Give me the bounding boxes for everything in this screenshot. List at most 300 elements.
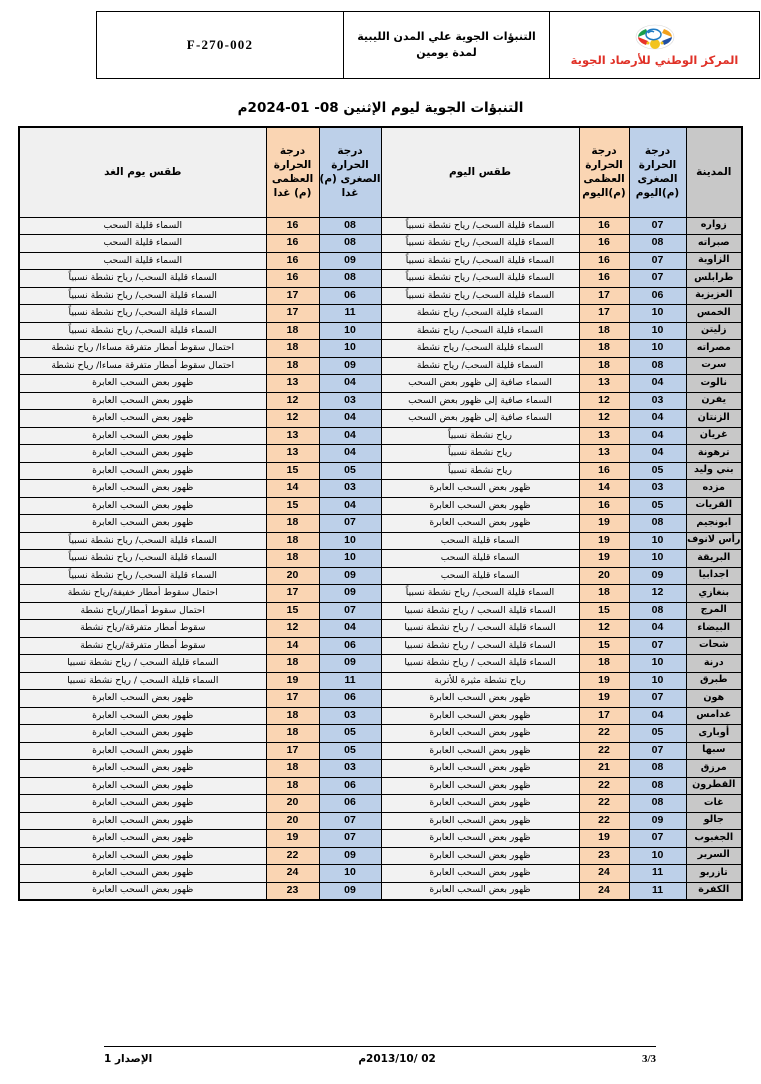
cell-min-tomorrow: 06 <box>319 287 381 305</box>
cell-weather-tomorrow: ظهور بعض السحب العابرة <box>19 515 266 533</box>
header-weather-today: طقس اليوم <box>381 127 579 217</box>
cell-max-today: 16 <box>579 252 629 270</box>
cell-city: زواره <box>686 217 742 235</box>
cell-max-tomorrow: 22 <box>266 847 319 865</box>
cell-min-tomorrow: 04 <box>319 620 381 638</box>
cell-max-tomorrow: 18 <box>266 550 319 568</box>
cell-weather-today: ظهور بعض السحب العابرة <box>381 795 579 813</box>
cell-min-today: 08 <box>629 777 686 795</box>
cell-min-today: 10 <box>629 847 686 865</box>
cell-max-tomorrow: 18 <box>266 760 319 778</box>
cell-weather-today: السماء قليلة السحب/ رياح نشطة نسبياً <box>381 270 579 288</box>
cell-city: غدامس <box>686 707 742 725</box>
cell-min-tomorrow: 09 <box>319 357 381 375</box>
cell-max-today: 16 <box>579 462 629 480</box>
page-footer <box>104 1046 656 1065</box>
cell-weather-tomorrow: ظهور بعض السحب العابرة <box>19 375 266 393</box>
cell-min-today: 08 <box>629 602 686 620</box>
cell-weather-tomorrow: ظهور بعض السحب العابرة <box>19 707 266 725</box>
cell-min-today: 08 <box>629 795 686 813</box>
masthead-title-cell <box>343 12 549 78</box>
table-row <box>19 340 742 358</box>
cell-max-today: 12 <box>579 392 629 410</box>
header-city: المدينة <box>686 127 742 217</box>
cell-weather-today: ظهور بعض السحب العابرة <box>381 847 579 865</box>
cell-max-tomorrow: 15 <box>266 462 319 480</box>
table-row <box>19 480 742 498</box>
cell-city: صبراته <box>686 235 742 253</box>
cell-city: بني وليد <box>686 462 742 480</box>
cell-weather-tomorrow: السماء قليلة السحب/ رياح نشطة نسبياً <box>19 550 266 568</box>
cell-min-tomorrow: 04 <box>319 497 381 515</box>
cell-max-today: 15 <box>579 637 629 655</box>
cell-max-today: 18 <box>579 322 629 340</box>
cell-max-tomorrow: 12 <box>266 620 319 638</box>
cell-min-today: 06 <box>629 287 686 305</box>
document-masthead <box>96 11 760 79</box>
cell-max-today: 24 <box>579 882 629 900</box>
cell-max-tomorrow: 17 <box>266 287 319 305</box>
cell-weather-today: السماء صافية إلى ظهور بعض السحب <box>381 410 579 428</box>
cell-weather-today: ظهور بعض السحب العابرة <box>381 707 579 725</box>
cell-min-today: 10 <box>629 655 686 673</box>
cell-city: مرزق <box>686 760 742 778</box>
cell-weather-tomorrow: ظهور بعض السحب العابرة <box>19 795 266 813</box>
cell-min-tomorrow: 09 <box>319 567 381 585</box>
cell-min-tomorrow: 10 <box>319 550 381 568</box>
cell-weather-tomorrow: السماء قليلة السحب/ رياح نشطة نسبياً <box>19 532 266 550</box>
cell-min-today: 11 <box>629 882 686 900</box>
cell-city: العزيزية <box>686 287 742 305</box>
cell-max-tomorrow: 20 <box>266 795 319 813</box>
cell-min-today: 04 <box>629 375 686 393</box>
cell-weather-today: السماء قليلة السحب/ رياح نشطة نسبياً <box>381 252 579 270</box>
cell-min-tomorrow: 08 <box>319 217 381 235</box>
table-row <box>19 515 742 533</box>
cell-min-today: 05 <box>629 462 686 480</box>
cell-min-today: 10 <box>629 532 686 550</box>
cell-max-tomorrow: 14 <box>266 480 319 498</box>
cell-weather-today: ظهور بعض السحب العابرة <box>381 830 579 848</box>
cell-city: سرت <box>686 357 742 375</box>
cell-max-tomorrow: 13 <box>266 427 319 445</box>
cell-max-today: 19 <box>579 672 629 690</box>
forecast-table <box>18 126 743 901</box>
cell-min-tomorrow: 08 <box>319 235 381 253</box>
cell-city: طبرق <box>686 672 742 690</box>
forecast-table-body <box>19 217 742 900</box>
cell-weather-today: السماء قليلة السحب <box>381 550 579 568</box>
cell-weather-today: ظهور بعض السحب العابرة <box>381 497 579 515</box>
cell-max-today: 22 <box>579 812 629 830</box>
table-row <box>19 410 742 428</box>
cell-max-today: 12 <box>579 620 629 638</box>
cell-min-today: 12 <box>629 585 686 603</box>
cell-weather-tomorrow: السماء قليلة السحب/ رياح نشطة نسبياً <box>19 270 266 288</box>
cell-min-today: 04 <box>629 620 686 638</box>
cell-max-tomorrow: 14 <box>266 637 319 655</box>
cell-min-today: 03 <box>629 392 686 410</box>
cell-min-today: 04 <box>629 410 686 428</box>
cell-max-tomorrow: 18 <box>266 532 319 550</box>
cell-weather-tomorrow: السماء قليلة السحب / رياح نشطة نسبيا <box>19 672 266 690</box>
cell-min-tomorrow: 07 <box>319 602 381 620</box>
cell-min-tomorrow: 09 <box>319 882 381 900</box>
cell-weather-tomorrow: احتمال سقوط أمطار متفرقة مساءا/ رياح نشطة <box>19 340 266 358</box>
table-row <box>19 585 742 603</box>
cell-min-today: 08 <box>629 235 686 253</box>
cell-city: البريقة <box>686 550 742 568</box>
table-row <box>19 672 742 690</box>
cell-weather-tomorrow: السماء قليلة السحب <box>19 217 266 235</box>
cell-city: الخمس <box>686 305 742 323</box>
cell-min-today: 10 <box>629 340 686 358</box>
cell-max-today: 17 <box>579 707 629 725</box>
cell-weather-today: ظهور بعض السحب العابرة <box>381 865 579 883</box>
cell-min-today: 07 <box>629 270 686 288</box>
cell-min-today: 05 <box>629 725 686 743</box>
table-row <box>19 357 742 375</box>
cell-min-today: 11 <box>629 865 686 883</box>
table-row <box>19 655 742 673</box>
cell-max-tomorrow: 15 <box>266 602 319 620</box>
table-row <box>19 725 742 743</box>
page-title: التنبؤات الجوية ليوم الإثنين 08- 01-2024م <box>237 100 524 116</box>
cell-weather-today: ظهور بعض السحب العابرة <box>381 690 579 708</box>
cell-city: المرج <box>686 602 742 620</box>
cell-max-today: 18 <box>579 585 629 603</box>
forecast-table-container <box>20 126 743 901</box>
cell-weather-tomorrow: السماء قليلة السحب/ رياح نشطة نسبياً <box>19 305 266 323</box>
cell-max-today: 16 <box>579 235 629 253</box>
cell-weather-tomorrow: ظهور بعض السحب العابرة <box>19 812 266 830</box>
cell-max-today: 19 <box>579 690 629 708</box>
cell-city: تازربو <box>686 865 742 883</box>
cell-max-today: 22 <box>579 725 629 743</box>
table-row <box>19 235 742 253</box>
cell-max-today: 17 <box>579 305 629 323</box>
cell-max-today: 22 <box>579 777 629 795</box>
cell-city: ابونجيم <box>686 515 742 533</box>
forecast-table-head <box>19 127 742 217</box>
cell-max-tomorrow: 18 <box>266 322 319 340</box>
cell-city: ترهونة <box>686 445 742 463</box>
cell-min-today: 07 <box>629 690 686 708</box>
cell-min-today: 05 <box>629 497 686 515</box>
cell-min-tomorrow: 06 <box>319 690 381 708</box>
cell-min-today: 08 <box>629 515 686 533</box>
cell-city: جالو <box>686 812 742 830</box>
table-row <box>19 637 742 655</box>
cell-min-today: 07 <box>629 830 686 848</box>
cell-weather-today: السماء قليلة السحب <box>381 567 579 585</box>
cell-city: بنغازي <box>686 585 742 603</box>
table-row <box>19 532 742 550</box>
cell-weather-tomorrow: ظهور بعض السحب العابرة <box>19 497 266 515</box>
table-row <box>19 882 742 900</box>
cell-city: البيضاء <box>686 620 742 638</box>
cell-weather-today: ظهور بعض السحب العابرة <box>381 515 579 533</box>
cell-weather-tomorrow: ظهور بعض السحب العابرة <box>19 777 266 795</box>
cell-max-today: 22 <box>579 742 629 760</box>
cell-min-tomorrow: 04 <box>319 375 381 393</box>
cell-max-today: 16 <box>579 270 629 288</box>
header-max-tomorrow: درجة الحرارة العظمى (م) غدا <box>266 127 319 217</box>
table-row <box>19 287 742 305</box>
table-row <box>19 620 742 638</box>
cell-city: اجدابيا <box>686 567 742 585</box>
cell-weather-today: ظهور بعض السحب العابرة <box>381 725 579 743</box>
cell-min-tomorrow: 09 <box>319 252 381 270</box>
table-row <box>19 497 742 515</box>
cell-min-tomorrow: 06 <box>319 795 381 813</box>
cell-min-tomorrow: 10 <box>319 340 381 358</box>
cell-city: درنة <box>686 655 742 673</box>
table-row <box>19 217 742 235</box>
cell-min-today: 03 <box>629 480 686 498</box>
cell-min-today: 04 <box>629 707 686 725</box>
cell-weather-today: السماء قليلة السحب <box>381 532 579 550</box>
cloud-sun-logo-icon <box>635 24 675 50</box>
cell-weather-tomorrow: احتمال سقوط أمطار خفيفة/رياح نشطة <box>19 585 266 603</box>
cell-weather-tomorrow: احتمال سقوط أمطار متفرقة مساءا/ رياح نشطة <box>19 357 266 375</box>
cell-city: الجغبوب <box>686 830 742 848</box>
cell-weather-tomorrow: ظهور بعض السحب العابرة <box>19 462 266 480</box>
cell-min-tomorrow: 05 <box>319 742 381 760</box>
cell-max-today: 14 <box>579 480 629 498</box>
masthead-code-cell <box>97 12 343 78</box>
cell-city: القطرون <box>686 777 742 795</box>
cell-max-today: 15 <box>579 602 629 620</box>
cell-min-tomorrow: 03 <box>319 760 381 778</box>
cell-weather-today: السماء قليلة السحب/ رياح نشطة نسبياً <box>381 235 579 253</box>
cell-weather-tomorrow: ظهور بعض السحب العابرة <box>19 690 266 708</box>
cell-max-tomorrow: 18 <box>266 777 319 795</box>
cell-weather-today: ظهور بعض السحب العابرة <box>381 812 579 830</box>
table-row <box>19 602 742 620</box>
cell-weather-tomorrow: ظهور بعض السحب العابرة <box>19 847 266 865</box>
cell-weather-today: السماء قليلة السحب / رياح نشطة نسبيا <box>381 620 579 638</box>
cell-weather-tomorrow: ظهور بعض السحب العابرة <box>19 725 266 743</box>
cell-weather-tomorrow: ظهور بعض السحب العابرة <box>19 392 266 410</box>
footer-revision: الإصدار 1 <box>104 1053 153 1065</box>
cell-city: أوبارى <box>686 725 742 743</box>
cell-city: مزده <box>686 480 742 498</box>
cell-max-today: 19 <box>579 515 629 533</box>
header-weather-tomorrow: طقس يوم الغد <box>19 127 266 217</box>
cell-weather-tomorrow: السماء قليلة السحب/ رياح نشطة نسبياً <box>19 567 266 585</box>
cell-min-tomorrow: 10 <box>319 532 381 550</box>
cell-weather-today: ظهور بعض السحب العابرة <box>381 742 579 760</box>
cell-max-today: 13 <box>579 445 629 463</box>
table-row <box>19 830 742 848</box>
document-form-code: F-270-002 <box>186 37 254 52</box>
cell-weather-today: ظهور بعض السحب العابرة <box>381 882 579 900</box>
cell-max-tomorrow: 16 <box>266 270 319 288</box>
cell-max-today: 13 <box>579 427 629 445</box>
cell-max-tomorrow: 16 <box>266 235 319 253</box>
table-header-row <box>19 127 742 217</box>
cell-max-today: 24 <box>579 865 629 883</box>
cell-max-tomorrow: 13 <box>266 445 319 463</box>
cell-weather-today: السماء قليلة السحب/ رياح نشطة <box>381 322 579 340</box>
footer-date: 02 /2013/10م <box>358 1053 436 1065</box>
cell-max-tomorrow: 17 <box>266 585 319 603</box>
cell-min-tomorrow: 10 <box>319 865 381 883</box>
cell-city: الزاوية <box>686 252 742 270</box>
cell-weather-today: السماء قليلة السحب/ رياح نشطة <box>381 340 579 358</box>
table-row <box>19 462 742 480</box>
cell-min-today: 10 <box>629 550 686 568</box>
cell-max-today: 19 <box>579 830 629 848</box>
table-row <box>19 322 742 340</box>
cell-weather-today: رياح نشطة نسبياً <box>381 462 579 480</box>
cell-min-today: 10 <box>629 672 686 690</box>
cell-weather-tomorrow: السماء قليلة السحب <box>19 235 266 253</box>
cell-weather-today: السماء قليلة السحب/ رياح نشطة نسبياً <box>381 287 579 305</box>
cell-min-tomorrow: 11 <box>319 305 381 323</box>
cell-min-tomorrow: 04 <box>319 410 381 428</box>
cell-weather-tomorrow: ظهور بعض السحب العابرة <box>19 742 266 760</box>
cell-weather-tomorrow: ظهور بعض السحب العابرة <box>19 830 266 848</box>
cell-max-tomorrow: 13 <box>266 375 319 393</box>
cell-weather-today: السماء صافية إلى ظهور بعض السحب <box>381 375 579 393</box>
cell-max-tomorrow: 18 <box>266 340 319 358</box>
cell-min-tomorrow: 06 <box>319 637 381 655</box>
cell-min-tomorrow: 07 <box>319 515 381 533</box>
cell-weather-tomorrow: سقوط أمطار متفرقة/رياح نشطة <box>19 637 266 655</box>
cell-city: طرابلس <box>686 270 742 288</box>
cell-max-today: 19 <box>579 550 629 568</box>
cell-city: نالوت <box>686 375 742 393</box>
cell-min-today: 08 <box>629 357 686 375</box>
header-min-tomorrow: درجة الحرارة الصغرى (م) غدا <box>319 127 381 217</box>
cell-min-today: 07 <box>629 742 686 760</box>
cell-max-today: 12 <box>579 410 629 428</box>
cell-min-tomorrow: 03 <box>319 392 381 410</box>
cell-weather-today: السماء قليلة السحب/ رياح نشطة <box>381 305 579 323</box>
cell-max-tomorrow: 16 <box>266 217 319 235</box>
cell-max-tomorrow: 18 <box>266 707 319 725</box>
cell-min-today: 07 <box>629 637 686 655</box>
cell-weather-today: السماء قليلة السحب/ رياح نشطة <box>381 357 579 375</box>
cell-max-tomorrow: 20 <box>266 812 319 830</box>
cell-min-tomorrow: 03 <box>319 707 381 725</box>
cell-city: الكفرة <box>686 882 742 900</box>
cell-weather-tomorrow: ظهور بعض السحب العابرة <box>19 427 266 445</box>
cell-city: السرير <box>686 847 742 865</box>
table-row <box>19 690 742 708</box>
cell-max-tomorrow: 20 <box>266 567 319 585</box>
table-row <box>19 847 742 865</box>
cell-min-today: 07 <box>629 217 686 235</box>
cell-weather-today: ظهور بعض السحب العابرة <box>381 760 579 778</box>
organization-name: المركز الوطني للأرصاد الجوية <box>570 52 739 67</box>
table-row <box>19 760 742 778</box>
cell-max-tomorrow: 19 <box>266 830 319 848</box>
table-row <box>19 865 742 883</box>
cell-min-tomorrow: 09 <box>319 585 381 603</box>
cell-max-today: 13 <box>579 375 629 393</box>
cell-max-today: 21 <box>579 760 629 778</box>
table-row <box>19 550 742 568</box>
cell-city: زليتن <box>686 322 742 340</box>
document-title-line2: لمدة يومين <box>416 46 477 59</box>
cell-weather-today: السماء قليلة السحب/ رياح نشطة نسبياً <box>381 585 579 603</box>
cell-max-today: 18 <box>579 655 629 673</box>
cell-weather-tomorrow: ظهور بعض السحب العابرة <box>19 445 266 463</box>
cell-min-today: 10 <box>629 322 686 340</box>
cell-min-tomorrow: 04 <box>319 427 381 445</box>
cell-min-tomorrow: 09 <box>319 655 381 673</box>
cell-max-today: 20 <box>579 567 629 585</box>
cell-min-today: 04 <box>629 427 686 445</box>
cell-weather-tomorrow: ظهور بعض السحب العابرة <box>19 480 266 498</box>
cell-weather-tomorrow: السماء قليلة السحب <box>19 252 266 270</box>
table-row <box>19 305 742 323</box>
cell-max-tomorrow: 18 <box>266 725 319 743</box>
cell-min-today: 04 <box>629 445 686 463</box>
cell-max-today: 16 <box>579 217 629 235</box>
cell-city: رأس لانوف <box>686 532 742 550</box>
cell-max-tomorrow: 12 <box>266 410 319 428</box>
header-max-today: درجة الحرارة العظمى (م)اليوم <box>579 127 629 217</box>
cell-weather-today: السماء قليلة السحب/ رياح نشطة نسبياً <box>381 217 579 235</box>
cell-max-today: 23 <box>579 847 629 865</box>
table-row <box>19 707 742 725</box>
cell-weather-today: رياح نشطة نسبياً <box>381 427 579 445</box>
cell-max-tomorrow: 12 <box>266 392 319 410</box>
cell-min-tomorrow: 08 <box>319 270 381 288</box>
cell-min-tomorrow: 07 <box>319 830 381 848</box>
cell-weather-tomorrow: احتمال سقوط أمطار/رياح نشطة <box>19 602 266 620</box>
cell-min-tomorrow: 05 <box>319 725 381 743</box>
cell-max-tomorrow: 16 <box>266 252 319 270</box>
cell-weather-today: السماء قليلة السحب / رياح نشطة نسبيا <box>381 655 579 673</box>
cell-max-tomorrow: 19 <box>266 672 319 690</box>
table-row <box>19 777 742 795</box>
cell-weather-today: ظهور بعض السحب العابرة <box>381 777 579 795</box>
cell-max-today: 19 <box>579 532 629 550</box>
cell-max-today: 18 <box>579 357 629 375</box>
cell-max-tomorrow: 18 <box>266 515 319 533</box>
cell-city: القريات <box>686 497 742 515</box>
cell-max-today: 22 <box>579 795 629 813</box>
cell-min-today: 09 <box>629 567 686 585</box>
cell-city: شحات <box>686 637 742 655</box>
table-row <box>19 270 742 288</box>
table-row <box>19 742 742 760</box>
table-row <box>19 445 742 463</box>
cell-max-tomorrow: 17 <box>266 742 319 760</box>
cell-city: سبها <box>686 742 742 760</box>
table-row <box>19 812 742 830</box>
cell-min-tomorrow: 10 <box>319 322 381 340</box>
cell-weather-tomorrow: ظهور بعض السحب العابرة <box>19 760 266 778</box>
cell-min-today: 07 <box>629 252 686 270</box>
cell-max-tomorrow: 15 <box>266 497 319 515</box>
cell-weather-today: رياح نشطة نسبياً <box>381 445 579 463</box>
cell-weather-today: السماء صافية إلى ظهور بعض السحب <box>381 392 579 410</box>
cell-max-tomorrow: 18 <box>266 655 319 673</box>
cell-max-tomorrow: 23 <box>266 882 319 900</box>
table-row <box>19 392 742 410</box>
cell-min-tomorrow: 07 <box>319 812 381 830</box>
cell-weather-tomorrow: السماء قليلة السحب/ رياح نشطة نسبياً <box>19 287 266 305</box>
cell-min-today: 08 <box>629 760 686 778</box>
cell-city: يفرن <box>686 392 742 410</box>
cell-weather-tomorrow: السماء قليلة السحب / رياح نشطة نسبيا <box>19 655 266 673</box>
